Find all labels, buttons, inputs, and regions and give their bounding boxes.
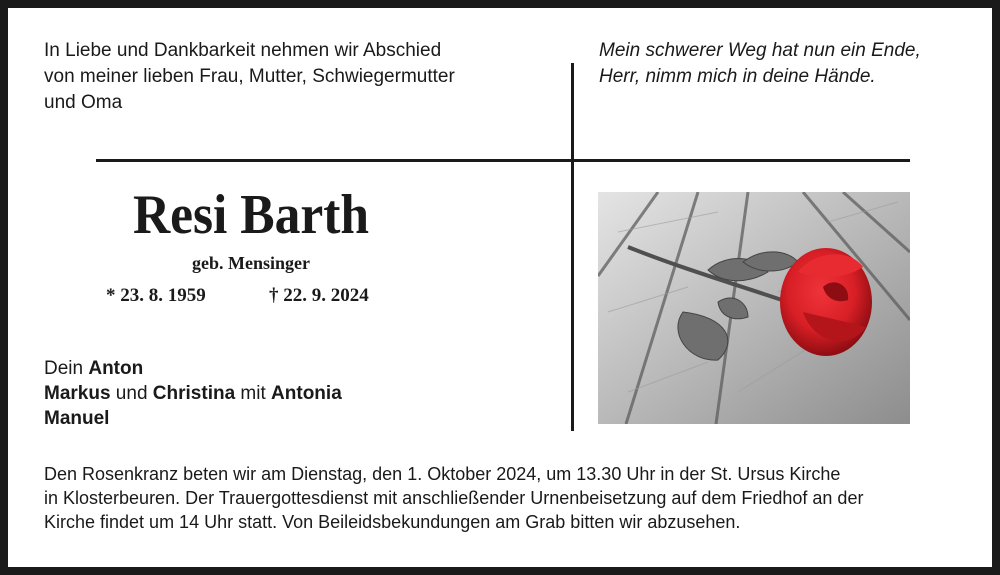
mourner-name: Antonia — [271, 383, 342, 404]
notice-line: in Klosterbeuren. Der Trauergottesdienst mit anschließender Urnenbeisetzung auf dem Friedhof an der — [44, 488, 864, 508]
intro-text — [44, 38, 544, 116]
verse-text — [599, 38, 989, 90]
deceased-name: Resi Barth — [132, 184, 370, 246]
intro-line: In Liebe und Dankbarkeit nehmen wir Abschied — [44, 40, 442, 61]
horizontal-divider — [96, 159, 910, 162]
intro-line: von meiner lieben Frau, Mutter, Schwiegermutter — [44, 66, 455, 87]
mourner-connector: und — [110, 383, 153, 404]
mourner-connector: mit — [235, 383, 272, 404]
verse-line: Herr, nimm mich in deine Hände. — [599, 66, 876, 87]
maiden-name: geb. Mensinger — [192, 253, 310, 273]
mourners-list — [44, 356, 342, 431]
rose-bloom — [780, 248, 872, 356]
mourner-name: Manuel — [44, 408, 110, 429]
mourner-name: Christina — [152, 383, 236, 404]
death-date: † 22. 9. 2024 — [269, 285, 369, 306]
vertical-divider — [571, 63, 574, 431]
birth-date: * 23. 8. 1959 — [106, 285, 206, 306]
red-rose-icon — [598, 192, 910, 424]
service-notice — [44, 462, 974, 534]
mourner-line — [44, 406, 342, 431]
notice-line: Den Rosenkranz beten wir am Dienstag, den 1. Oktober 2024, um 13.30 Uhr in der St. Ursus Kirche — [44, 464, 841, 484]
verse-line: Mein schwerer Weg hat nun ein Ende, — [599, 40, 921, 61]
mourner-name: Anton — [88, 358, 144, 379]
mourner-prefix: Dein — [44, 358, 89, 379]
notice-line: Kirche findet um 14 Uhr statt. Von Beileidsbekundungen am Grab bitten wir abzusehen. — [44, 512, 741, 532]
mourner-line — [44, 356, 342, 381]
mourner-line — [44, 381, 342, 406]
intro-line: und Oma — [44, 92, 123, 113]
mourner-name: Markus — [44, 383, 111, 404]
rose-photo — [598, 192, 910, 424]
